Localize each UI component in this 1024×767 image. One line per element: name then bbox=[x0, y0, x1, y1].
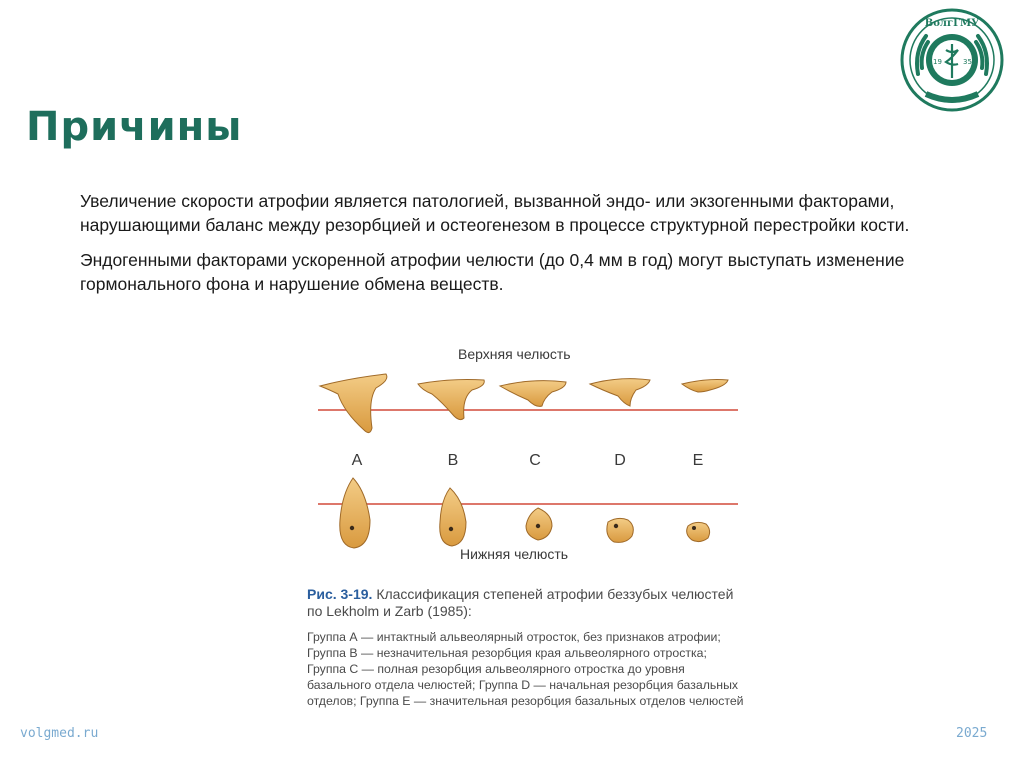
lower-bone-d bbox=[607, 518, 633, 542]
group-label-c: C bbox=[529, 452, 541, 469]
group-label-d: D bbox=[614, 452, 626, 469]
logo-year-left: 19 bbox=[933, 58, 942, 66]
lower-bone-c bbox=[526, 508, 552, 540]
paragraph-2: Эндогенными факторами ускоренной атрофии челюсти (до 0,4 мм в год) могут выступать изменение гормонального фона и нарушение обмена веществ. bbox=[80, 250, 905, 294]
upper-bone-b bbox=[418, 380, 484, 420]
caption-body: Группа А — интактный альвеолярный отросток, без признаков атрофии; Группа В — незначительная резорбция края альвеолярного отростка; Группа С — полная резорбция альвеолярного отростка до уровня базального отдела челюстей; Группа D — начальная резорбция базальных отделов; Группа Е — значительная резорбция базальных отделов челюстей bbox=[307, 630, 744, 708]
group-label-a: A bbox=[351, 452, 363, 469]
footer-year: 2025 bbox=[956, 726, 988, 741]
caption-title: Классификация степеней атрофии беззубых челюстей по Lekholm и Zarb (1985): bbox=[307, 586, 734, 619]
upper-jaw-diagram bbox=[300, 370, 750, 460]
lower-jaw-diagram bbox=[300, 474, 750, 554]
upper-jaw-label: Верхняя челюсть bbox=[458, 346, 571, 362]
lower-jaw-label: Нижняя челюсть bbox=[460, 546, 569, 562]
footer-site: volgmed.ru bbox=[20, 726, 99, 741]
lower-bone-a bbox=[340, 478, 370, 548]
logo-year-right: 35 bbox=[963, 58, 972, 66]
university-logo-icon bbox=[900, 8, 1004, 112]
slide-title: Причины bbox=[26, 104, 243, 150]
lower-bone-b bbox=[440, 488, 466, 546]
caption-heading bbox=[307, 586, 747, 620]
upper-bone-c bbox=[500, 381, 566, 407]
group-label-e: E bbox=[692, 452, 704, 469]
caption-number: Рис. 3-19. bbox=[307, 586, 373, 602]
upper-bone-e bbox=[682, 380, 728, 393]
lower-bone-e bbox=[687, 522, 710, 541]
upper-bone-a bbox=[320, 374, 387, 433]
logo-text: ВолгГМУ bbox=[924, 18, 980, 29]
group-label-b: B bbox=[447, 452, 459, 469]
figure-caption bbox=[307, 586, 747, 709]
paragraph-1: Увеличение скорости атрофии является патологией, вызванной эндо- или экзогенными факторами, нарушающими баланс между резорбцией и остеогенезом в процессе структурной перестройки кости. bbox=[80, 191, 910, 235]
body-text bbox=[80, 189, 950, 307]
upper-bone-d bbox=[590, 379, 650, 406]
